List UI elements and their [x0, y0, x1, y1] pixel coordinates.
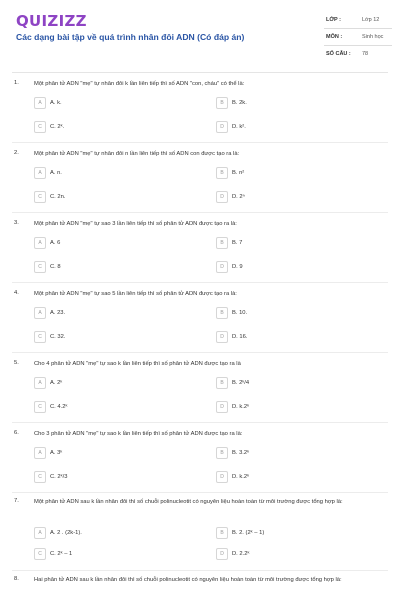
question-number: 5. — [14, 360, 19, 366]
option-letter-box: C — [34, 471, 46, 483]
meta-count-value: 78 — [362, 51, 369, 57]
option-letter-box: B — [216, 167, 228, 179]
meta-subject-label: MÔN : — [326, 34, 343, 40]
option-letter-box: D — [216, 401, 228, 413]
option-b[interactable] — [216, 237, 356, 249]
option-d[interactable] — [216, 261, 356, 273]
meta-class-row — [324, 12, 392, 29]
question-divider — [12, 422, 388, 423]
option-b[interactable] — [216, 167, 356, 179]
option-c[interactable] — [34, 401, 174, 413]
option-letter-box: A — [34, 167, 46, 179]
option-letter-box: A — [34, 377, 46, 389]
question-divider — [12, 352, 388, 353]
option-text: C. 2ᵏ – 1 — [50, 551, 73, 557]
question-text: Một phân tử ADN sau k lần nhân đôi thì số chuỗi polinucleotit có nguyên liệu hoàn toàn từ môi trường được tổng hợp là: — [34, 499, 343, 505]
question-text: Cho 3 phân tử ADN "mẹ" tự sao k lần liên tiếp thì số phân tử ADN được tạo ra là: — [34, 431, 243, 437]
option-d[interactable] — [216, 548, 356, 560]
option-letter-box: C — [34, 401, 46, 413]
option-b[interactable] — [216, 447, 356, 459]
option-c[interactable] — [34, 471, 174, 483]
option-text: A. n. — [50, 170, 62, 176]
option-letter-box: A — [34, 527, 46, 539]
option-letter-box: B — [216, 97, 228, 109]
question-number: 4. — [14, 290, 19, 296]
question-number: 7. — [14, 498, 19, 504]
option-d[interactable] — [216, 121, 356, 133]
option-a[interactable] — [34, 447, 174, 459]
option-a[interactable] — [34, 307, 174, 319]
question-number: 6. — [14, 430, 19, 436]
question-divider — [12, 212, 388, 213]
option-letter-box: C — [34, 191, 46, 203]
option-c[interactable] — [34, 548, 174, 560]
option-letter-box: D — [216, 121, 228, 133]
question-divider — [12, 282, 388, 283]
option-text: C. 2ᵏ. — [50, 124, 65, 130]
option-text: B. 7 — [232, 240, 243, 246]
option-text: C. 4.2ᵏ — [50, 404, 68, 410]
question-number: 1. — [14, 80, 19, 86]
option-text: B. 10. — [232, 310, 248, 316]
header-divider — [12, 72, 388, 73]
question-text: Một phân tử ADN "mẹ" tự nhân đôi n lần liên tiếp thì số ADN con được tạo ra là: — [34, 151, 240, 157]
option-letter-box: B — [216, 527, 228, 539]
option-a[interactable] — [34, 237, 174, 249]
meta-class-label: LỚP : — [326, 17, 341, 23]
option-b[interactable] — [216, 307, 356, 319]
meta-subject-value: Sinh học — [362, 34, 384, 40]
option-text: A. 6 — [50, 240, 61, 246]
option-text: D. 2.2ᵏ — [232, 551, 250, 557]
question-divider — [12, 142, 388, 143]
option-text: B. 2. (2ᵏ – 1) — [232, 530, 265, 536]
meta-count-label: SỐ CÂU : — [326, 51, 351, 57]
option-a[interactable] — [34, 167, 174, 179]
option-text: C. 2n. — [50, 194, 66, 200]
meta-class-value: Lớp 12 — [362, 17, 380, 23]
question-text: Một phân tử ADN "mẹ" tự sao 3 lần liên tiếp thì số phân tử ADN được tạo ra là: — [34, 221, 237, 227]
option-c[interactable] — [34, 261, 174, 273]
option-text: A. 2ᵏ — [50, 380, 63, 386]
option-text: D. k.2ᵏ — [232, 404, 250, 410]
option-letter-box: B — [216, 377, 228, 389]
option-letter-box: C — [34, 331, 46, 343]
option-text: B. 2k. — [232, 100, 247, 106]
question-text: Hai phân tử ADN sau k lần nhân đôi thì số chuỗi polinucleotit có nguyên liệu hoàn toàn từ môi trường được tổng hợp là: — [34, 577, 342, 583]
option-letter-box: A — [34, 237, 46, 249]
option-letter-box: B — [216, 237, 228, 249]
option-text: C. 2ᵏ/3 — [50, 474, 68, 480]
question-divider — [12, 570, 388, 571]
option-letter-box: B — [216, 307, 228, 319]
option-c[interactable] — [34, 191, 174, 203]
question-divider — [12, 492, 388, 493]
option-text: D. 16. — [232, 334, 248, 340]
option-text: A. 3ᵏ — [50, 450, 63, 456]
option-b[interactable] — [216, 97, 356, 109]
quizizz-logo: QUIZIZZ — [16, 12, 87, 30]
option-text: A. 2 . (2k-1). — [50, 530, 82, 536]
option-letter-box: C — [34, 121, 46, 133]
option-text: B. 2ᵏ/4 — [232, 380, 250, 386]
option-letter-box: A — [34, 307, 46, 319]
question-text: Một phân tử ADN "mẹ" tự sao 5 lần liên tiếp thì số phân tử ADN được tạo ra là: — [34, 291, 237, 297]
option-letter-box: D — [216, 261, 228, 273]
option-b[interactable] — [216, 377, 356, 389]
question-text: Cho 4 phân tử ADN "mẹ" tự sao k lần liên tiếp thì số phân tử ADN được tạo ra là — [34, 361, 241, 367]
question-number: 3. — [14, 220, 19, 226]
option-b[interactable] — [216, 527, 356, 539]
option-d[interactable] — [216, 471, 356, 483]
option-letter-box: D — [216, 548, 228, 560]
option-text: D. k². — [232, 124, 246, 130]
option-text: A. 23. — [50, 310, 66, 316]
option-a[interactable] — [34, 97, 174, 109]
option-letter-box: C — [34, 548, 46, 560]
question-number: 8. — [14, 576, 19, 582]
option-c[interactable] — [34, 121, 174, 133]
option-a[interactable] — [34, 527, 174, 539]
option-letter-box: A — [34, 97, 46, 109]
option-d[interactable] — [216, 401, 356, 413]
option-letter-box: B — [216, 447, 228, 459]
option-text: C. 8 — [50, 264, 61, 270]
option-text: C. 32. — [50, 334, 66, 340]
option-letter-box: C — [34, 261, 46, 273]
option-letter-box: D — [216, 471, 228, 483]
option-a[interactable] — [34, 377, 174, 389]
option-text: B. n² — [232, 170, 245, 176]
option-c[interactable] — [34, 331, 174, 343]
document-header — [0, 0, 400, 70]
meta-subject-row — [324, 29, 392, 46]
question-number: 2. — [14, 150, 19, 156]
option-letter-box: D — [216, 331, 228, 343]
option-text: B. 3.2ᵏ — [232, 450, 250, 456]
meta-count-row — [324, 46, 392, 63]
option-d[interactable] — [216, 191, 356, 203]
option-text: A. k. — [50, 100, 62, 106]
option-d[interactable] — [216, 331, 356, 343]
option-text: D. 2ⁿ — [232, 194, 245, 200]
option-text: D. k.2ᵏ — [232, 474, 250, 480]
page-title: Các dạng bài tập về quá trình nhân đôi ADN (Có đáp án) — [16, 32, 245, 42]
option-text: D. 9 — [232, 264, 243, 270]
option-letter-box: D — [216, 191, 228, 203]
question-text: Một phân tử ADN "mẹ" tự nhân đôi k lần liên tiếp thì số ADN "con, cháu" có thể là: — [34, 81, 245, 87]
option-letter-box: A — [34, 447, 46, 459]
